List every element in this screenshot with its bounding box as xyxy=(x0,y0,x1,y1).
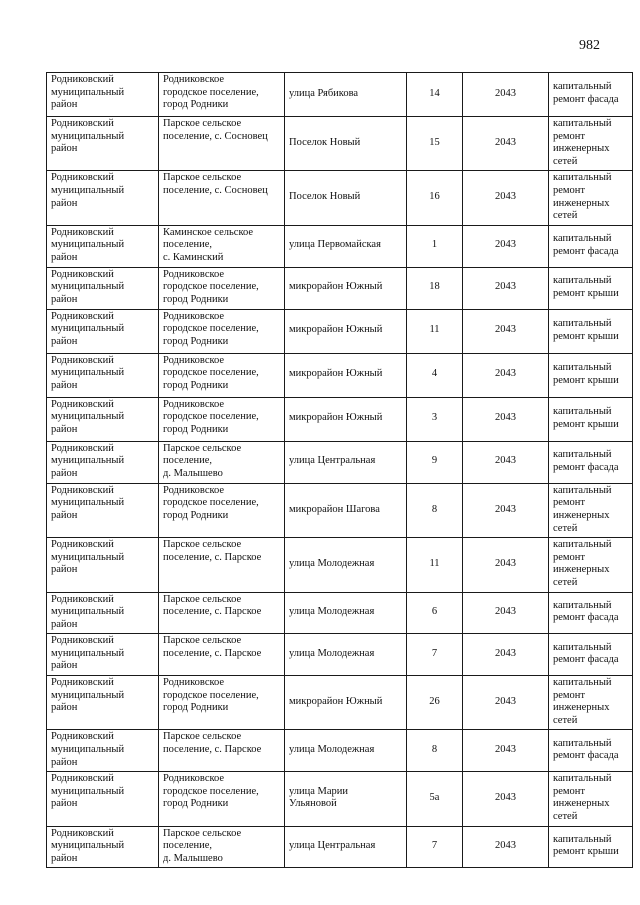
settlement-cell: Родниковское городское поселение, город Родники xyxy=(159,772,285,826)
table-row xyxy=(47,676,633,730)
year-cell: 2043 xyxy=(463,171,549,225)
work-type-cell: капитальный ремонт фасада xyxy=(549,225,633,267)
street-cell: микрорайон Южный xyxy=(285,353,407,397)
district-cell: Родниковский муниципальный район xyxy=(47,634,159,676)
work-type-cell: капитальный ремонт крыши xyxy=(549,309,633,353)
year-cell: 2043 xyxy=(463,730,549,772)
street-cell: микрорайон Южный xyxy=(285,309,407,353)
district-cell: Родниковский муниципальный район xyxy=(47,353,159,397)
year-cell: 2043 xyxy=(463,538,549,592)
district-cell: Родниковский муниципальный район xyxy=(47,171,159,225)
district-cell: Родниковский муниципальный район xyxy=(47,592,159,634)
street-cell: Поселок Новый xyxy=(285,171,407,225)
table-row xyxy=(47,538,633,592)
house-number-cell: 7 xyxy=(407,826,463,868)
district-cell: Родниковский муниципальный район xyxy=(47,826,159,868)
work-type-cell: капитальный ремонт фасада xyxy=(549,730,633,772)
work-type-cell: капитальный ремонт крыши xyxy=(549,353,633,397)
house-number-cell: 8 xyxy=(407,483,463,537)
district-cell: Родниковский муниципальный район xyxy=(47,225,159,267)
year-cell: 2043 xyxy=(463,267,549,309)
settlement-cell: Парское сельское поселение, с. Парское xyxy=(159,592,285,634)
house-number-cell: 18 xyxy=(407,267,463,309)
street-cell: улица Рябикова xyxy=(285,73,407,117)
year-cell: 2043 xyxy=(463,309,549,353)
settlement-cell: Парское сельское поселение, д. Малышево xyxy=(159,826,285,868)
year-cell: 2043 xyxy=(463,397,549,441)
year-cell: 2043 xyxy=(463,353,549,397)
year-cell: 2043 xyxy=(463,117,549,171)
settlement-cell: Парское сельское поселение, с. Парское xyxy=(159,538,285,592)
settlement-cell: Родниковское городское поселение, город Родники xyxy=(159,267,285,309)
house-number-cell: 11 xyxy=(407,309,463,353)
house-number-cell: 14 xyxy=(407,73,463,117)
settlement-cell: Родниковское городское поселение, город Родники xyxy=(159,483,285,537)
settlement-cell: Парское сельское поселение, д. Малышево xyxy=(159,441,285,483)
year-cell: 2043 xyxy=(463,73,549,117)
table-row xyxy=(47,225,633,267)
work-type-cell: капитальный ремонт инженерных сетей xyxy=(549,772,633,826)
district-cell: Родниковский муниципальный район xyxy=(47,73,159,117)
table-row xyxy=(47,397,633,441)
district-cell: Родниковский муниципальный район xyxy=(47,483,159,537)
district-cell: Родниковский муниципальный район xyxy=(47,117,159,171)
house-number-cell: 4 xyxy=(407,353,463,397)
table-row xyxy=(47,117,633,171)
street-cell: улица Молодежная xyxy=(285,592,407,634)
settlement-cell: Парское сельское поселение, с. Парское xyxy=(159,730,285,772)
year-cell: 2043 xyxy=(463,441,549,483)
street-cell: улица Марии Ульяновой xyxy=(285,772,407,826)
work-type-cell: капитальный ремонт инженерных сетей xyxy=(549,483,633,537)
district-cell: Родниковский муниципальный район xyxy=(47,397,159,441)
settlement-cell: Родниковское городское поселение, город Родники xyxy=(159,397,285,441)
settlement-cell: Родниковское городское поселение, город Родники xyxy=(159,353,285,397)
settlement-cell: Парское сельское поселение, с. Сосновец xyxy=(159,117,285,171)
table-row xyxy=(47,483,633,537)
year-cell: 2043 xyxy=(463,592,549,634)
house-number-cell: 6 xyxy=(407,592,463,634)
table-row xyxy=(47,826,633,868)
table-row xyxy=(47,441,633,483)
work-type-cell: капитальный ремонт крыши xyxy=(549,397,633,441)
street-cell: микрорайон Южный xyxy=(285,676,407,730)
repair-schedule-table xyxy=(46,72,633,868)
table-row xyxy=(47,309,633,353)
year-cell: 2043 xyxy=(463,225,549,267)
table-row xyxy=(47,772,633,826)
work-type-cell: капитальный ремонт крыши xyxy=(549,267,633,309)
year-cell: 2043 xyxy=(463,483,549,537)
settlement-cell: Каминское сельское поселение, с. Каминский xyxy=(159,225,285,267)
house-number-cell: 7 xyxy=(407,634,463,676)
district-cell: Родниковский муниципальный район xyxy=(47,772,159,826)
house-number-cell: 1 xyxy=(407,225,463,267)
house-number-cell: 15 xyxy=(407,117,463,171)
house-number-cell: 16 xyxy=(407,171,463,225)
district-cell: Родниковский муниципальный район xyxy=(47,676,159,730)
house-number-cell: 8 xyxy=(407,730,463,772)
street-cell: Поселок Новый xyxy=(285,117,407,171)
year-cell: 2043 xyxy=(463,826,549,868)
work-type-cell: капитальный ремонт инженерных сетей xyxy=(549,171,633,225)
settlement-cell: Родниковское городское поселение, город Родники xyxy=(159,309,285,353)
street-cell: микрорайон Южный xyxy=(285,397,407,441)
table-row xyxy=(47,353,633,397)
district-cell: Родниковский муниципальный район xyxy=(47,538,159,592)
street-cell: улица Молодежная xyxy=(285,538,407,592)
work-type-cell: капитальный ремонт фасада xyxy=(549,592,633,634)
district-cell: Родниковский муниципальный район xyxy=(47,267,159,309)
district-cell: Родниковский муниципальный район xyxy=(47,730,159,772)
year-cell: 2043 xyxy=(463,676,549,730)
table-row xyxy=(47,634,633,676)
district-cell: Родниковский муниципальный район xyxy=(47,441,159,483)
table-body xyxy=(47,73,633,868)
year-cell: 2043 xyxy=(463,772,549,826)
work-type-cell: капитальный ремонт крыши xyxy=(549,826,633,868)
table-row xyxy=(47,171,633,225)
district-cell: Родниковский муниципальный район xyxy=(47,309,159,353)
house-number-cell: 11 xyxy=(407,538,463,592)
street-cell: улица Центральная xyxy=(285,441,407,483)
settlement-cell: Родниковское городское поселение, город Родники xyxy=(159,73,285,117)
street-cell: улица Центральная xyxy=(285,826,407,868)
street-cell: микрорайон Шагова xyxy=(285,483,407,537)
work-type-cell: капитальный ремонт фасада xyxy=(549,73,633,117)
work-type-cell: капитальный ремонт инженерных сетей xyxy=(549,676,633,730)
house-number-cell: 9 xyxy=(407,441,463,483)
table-row xyxy=(47,592,633,634)
house-number-cell: 26 xyxy=(407,676,463,730)
house-number-cell: 5а xyxy=(407,772,463,826)
settlement-cell: Родниковское городское поселение, город Родники xyxy=(159,676,285,730)
street-cell: улица Молодежная xyxy=(285,634,407,676)
street-cell: улица Молодежная xyxy=(285,730,407,772)
settlement-cell: Парское сельское поселение, с. Парское xyxy=(159,634,285,676)
work-type-cell: капитальный ремонт фасада xyxy=(549,634,633,676)
street-cell: микрорайон Южный xyxy=(285,267,407,309)
street-cell: улица Первомайская xyxy=(285,225,407,267)
work-type-cell: капитальный ремонт инженерных сетей xyxy=(549,117,633,171)
table-row xyxy=(47,730,633,772)
page-number: 982 xyxy=(579,38,600,53)
year-cell: 2043 xyxy=(463,634,549,676)
work-type-cell: капитальный ремонт инженерных сетей xyxy=(549,538,633,592)
table-row xyxy=(47,267,633,309)
house-number-cell: 3 xyxy=(407,397,463,441)
work-type-cell: капитальный ремонт фасада xyxy=(549,441,633,483)
settlement-cell: Парское сельское поселение, с. Сосновец xyxy=(159,171,285,225)
table-row xyxy=(47,73,633,117)
